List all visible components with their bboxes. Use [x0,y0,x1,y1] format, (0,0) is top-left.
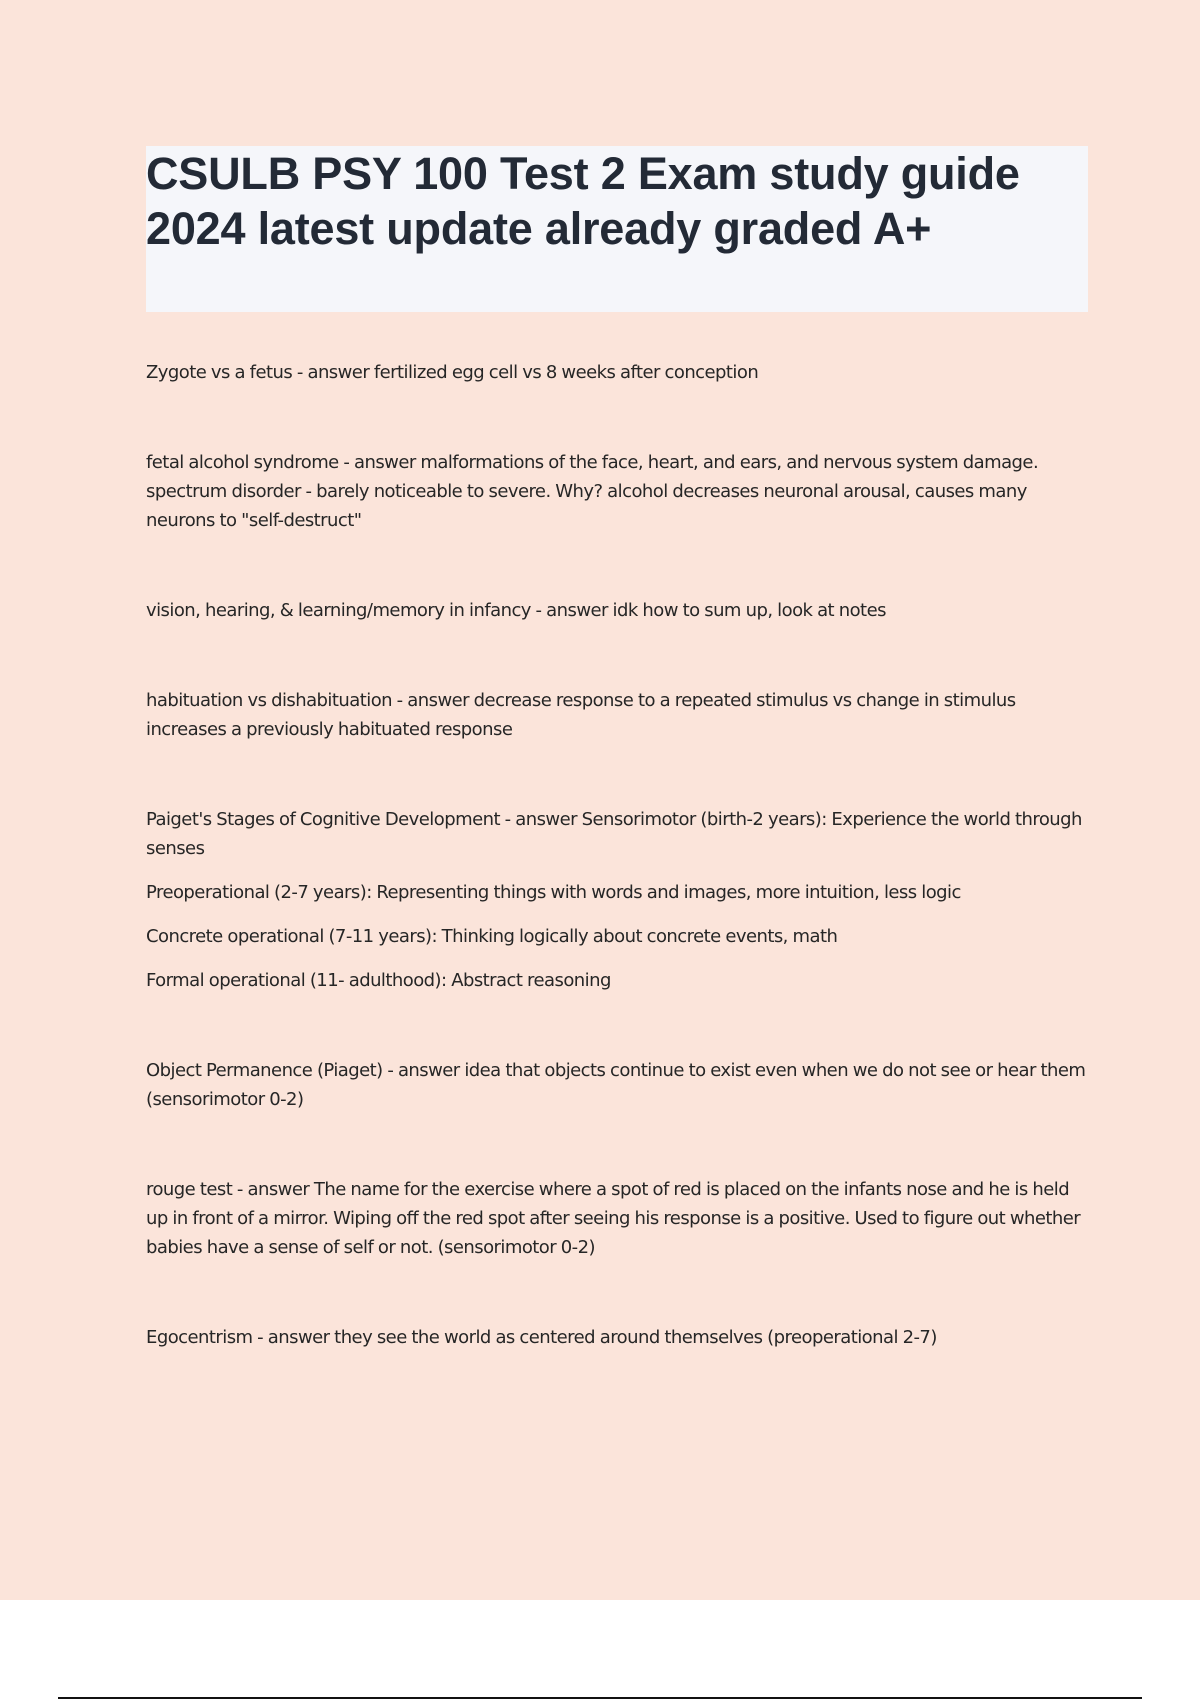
qa-text-stage: Formal operational (11- adulthood): Abstract reasoning [146,970,611,991]
qa-entry [146,448,1092,535]
qa-text-stage: Concrete operational (7-11 years): Thinking logically about concrete events, math [146,926,838,947]
page-divider [58,1697,1142,1699]
qa-text: fetal alcohol syndrome - answer malformations of the face, heart, and ears, and nervous system damage. spectrum disorder - barely noticeable to severe. Why? alcohol decreases neuronal arousal, causes many neurons to "self-destruct" [146,452,1039,531]
qa-text: rouge test - answer The name for the exercise where a spot of red is placed on the infants nose and he is held up in front of a mirror. Wiping off the red spot after seeing his response is a positive. Used to figure out whether babies have a sense of self or not. (sensorimotor 0-2) [146,1179,1081,1258]
title-block [146,146,1088,312]
document-title: CSULB PSY 100 Test 2 Exam study guide 2024 latest update already graded A+ [146,148,1020,254]
qa-entry-cognitive-stages [146,805,1092,995]
qa-text: Egocentrism - answer they see the world as centered around themselves (preoperational 2-7) [146,1327,937,1348]
qa-text-stage: Preoperational (2-7 years): Representing things with words and images, more intuition, less logic [146,882,961,903]
qa-entry [146,1175,1092,1262]
qa-entry [146,1056,1092,1114]
qa-text: Object Permanence (Piaget) - answer idea that objects continue to exist even when we do not see or hear them (sensorimotor 0-2) [146,1060,1086,1110]
qa-list [146,358,1092,1413]
qa-entry [146,596,1092,625]
qa-text: Zygote vs a fetus - answer fertilized egg cell vs 8 weeks after conception [146,362,759,383]
qa-entry [146,686,1092,744]
qa-text: vision, hearing, & learning/memory in infancy - answer idk how to sum up, look at notes [146,600,886,621]
qa-entry [146,1323,1092,1352]
qa-text: Paiget's Stages of Cognitive Development - answer Sensorimotor (birth-2 years): Experience the world through senses [146,809,1082,859]
qa-entry [146,358,1092,387]
qa-text: habituation vs dishabituation - answer decrease response to a repeated stimulus vs change in stimulus increases a previously habituated response [146,690,1016,740]
